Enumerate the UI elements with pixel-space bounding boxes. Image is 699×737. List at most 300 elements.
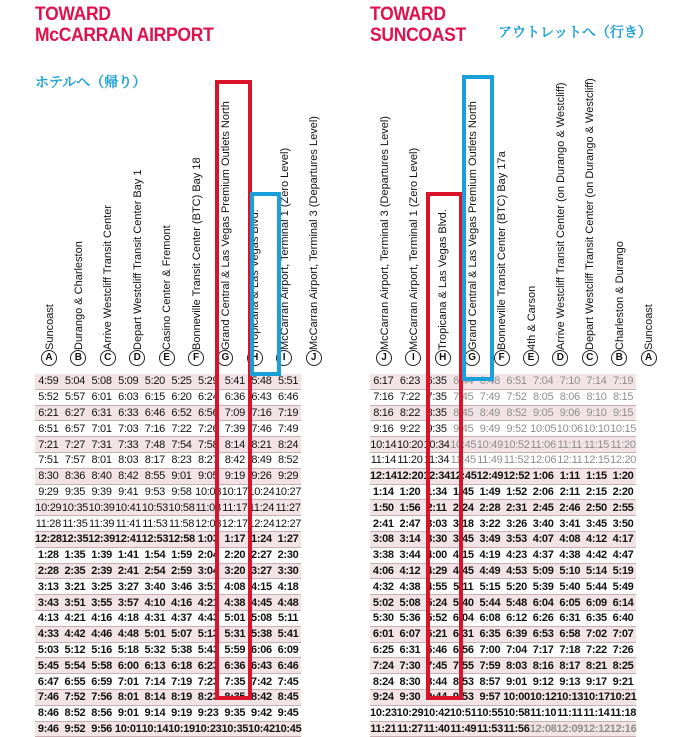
table-row xyxy=(370,421,636,437)
time-cell: 8:42 xyxy=(248,689,275,705)
table-row xyxy=(35,484,301,500)
time-cell: 8:24 xyxy=(370,674,397,690)
time-cell: 9:19 xyxy=(221,468,248,484)
time-cell: 1:14 xyxy=(370,484,397,500)
time-cell: 8:40 xyxy=(88,468,115,484)
time-cell: 10:06 xyxy=(556,422,583,435)
stop-name-d xyxy=(547,82,574,352)
stop-letter-badge: B xyxy=(70,350,86,366)
stop-name-a xyxy=(36,92,63,352)
stop-name-text: McCarran Airport, Terminal 3 (Departures Level) xyxy=(378,116,391,350)
time-cell: 4:19 xyxy=(477,547,504,563)
time-cell: 8:45 xyxy=(450,405,477,421)
stop-name-e xyxy=(154,92,181,352)
time-cell: 9:35 xyxy=(221,705,248,721)
table-row xyxy=(370,642,636,658)
time-cell: 6:46 xyxy=(275,389,302,405)
time-cell: 7:01 xyxy=(88,421,115,437)
time-cell: 3:20 xyxy=(221,563,248,579)
time-cell: 2:24 xyxy=(450,500,477,516)
time-cell: 10:21 xyxy=(609,691,637,704)
table-row xyxy=(35,579,301,595)
time-cell: 6:46 xyxy=(275,658,302,674)
stop-name-text: Durango & Charleston xyxy=(72,241,85,350)
time-cell: 12:16 xyxy=(609,722,637,735)
time-cell: 4:37 xyxy=(530,547,557,563)
time-cell: 2:35 xyxy=(62,563,89,579)
time-cell: 7:02 xyxy=(583,626,610,642)
time-cell: 7:59 xyxy=(477,658,504,674)
time-cell: 4:17 xyxy=(610,531,637,547)
time-cell: 3:44 xyxy=(397,547,424,563)
stop-letter-badge: A xyxy=(41,350,57,366)
time-cell: 4:32 xyxy=(370,579,397,595)
time-cell: 2:50 xyxy=(583,500,610,516)
timetable xyxy=(370,374,636,737)
time-cell: 8:42 xyxy=(221,452,248,468)
time-cell: 11:41 xyxy=(115,517,141,530)
time-cell: 3:03 xyxy=(423,516,450,532)
time-cell: 8:53 xyxy=(450,674,477,690)
table-row xyxy=(35,547,301,563)
time-cell: 1:17 xyxy=(221,531,248,547)
time-cell: 10:01 xyxy=(114,722,142,735)
stop-name-text: Tropicana & Las Vegas Blvd. xyxy=(249,209,262,350)
time-cell: 4:31 xyxy=(142,610,169,626)
time-cell: 4:21 xyxy=(62,610,89,626)
time-cell: 7:49 xyxy=(477,389,504,405)
stop-name-text: McCarran Airport, Terminal 1 (Zero Level) xyxy=(407,147,420,350)
table-row xyxy=(370,721,636,737)
time-cell: 5:43 xyxy=(195,642,222,658)
time-cell: 3:50 xyxy=(610,516,637,532)
stop-name-text: Bonneville Transit Center (BTC) Bay 18 xyxy=(190,157,203,350)
time-cell: 5:11 xyxy=(450,579,477,595)
time-cell: 5:57 xyxy=(62,389,89,405)
time-cell: 6:17 xyxy=(370,374,397,389)
highlight-box-red xyxy=(215,80,252,700)
time-cell: 6:44 xyxy=(450,374,477,389)
time-cell: 12:14 xyxy=(370,470,397,483)
time-cell: 8:05 xyxy=(530,389,557,405)
time-cell: 10:17 xyxy=(583,691,610,704)
time-cell: 6:57 xyxy=(62,421,89,437)
time-cell: 6:55 xyxy=(62,674,89,690)
time-cell: 10:51 xyxy=(449,707,477,720)
time-cell: 4:08 xyxy=(221,579,248,595)
time-cell: 10:42 xyxy=(423,707,450,720)
time-cell: 6:14 xyxy=(610,595,637,611)
time-cell: 11:58 xyxy=(168,517,195,530)
time-cell: 4:15 xyxy=(248,579,275,595)
table-row xyxy=(35,516,301,532)
time-cell: 5:32 xyxy=(142,642,169,658)
time-cell: 7:16 xyxy=(370,389,397,405)
table-row xyxy=(35,563,301,579)
title-line-1: TOWARD xyxy=(35,4,111,25)
time-cell: 4:06 xyxy=(370,563,397,579)
time-cell: 5:08 xyxy=(397,595,424,611)
time-cell: 11:49 xyxy=(450,722,477,735)
time-cell: 6:33 xyxy=(115,405,142,421)
time-cell: 2:31 xyxy=(503,500,530,516)
time-cell: 9:13 xyxy=(556,674,583,690)
time-cell: 5:08 xyxy=(248,610,275,626)
time-cell: 4:42 xyxy=(62,626,89,642)
time-cell: 6:35 xyxy=(583,610,610,626)
time-cell: 11:35 xyxy=(62,517,88,530)
stop-name-f xyxy=(183,92,210,352)
time-cell: 3:49 xyxy=(477,531,504,547)
time-cell: 6:06 xyxy=(248,642,275,658)
stop-letter-badge: F xyxy=(494,350,510,366)
time-cell: 12:35 xyxy=(61,533,89,546)
table-row xyxy=(370,563,636,579)
time-cell: 12:20 xyxy=(396,470,424,483)
timetable xyxy=(35,374,301,737)
table-row xyxy=(370,705,636,721)
time-cell: 7:42 xyxy=(248,674,275,690)
time-cell: 5:14 xyxy=(583,563,610,579)
table-row xyxy=(35,531,301,547)
time-cell: 11:52 xyxy=(503,454,530,467)
time-cell: 8:52 xyxy=(62,705,89,721)
table-row xyxy=(370,595,636,611)
table-row xyxy=(370,484,636,500)
time-cell: 7:46 xyxy=(248,421,275,437)
time-cell: 10:29 xyxy=(35,501,62,514)
time-cell: 6:46 xyxy=(423,642,450,658)
time-cell: 9:53 xyxy=(142,484,169,500)
stop-letter-badge: J xyxy=(306,350,322,366)
time-cell: 6:26 xyxy=(530,610,557,626)
stop-letter-badge: E xyxy=(159,350,175,366)
time-cell: 5:51 xyxy=(275,374,302,389)
time-cell: 7:48 xyxy=(142,437,169,453)
time-cell: 12:15 xyxy=(583,454,610,467)
time-cell: 8:49 xyxy=(477,405,504,421)
time-cell: 7:35 xyxy=(423,389,450,405)
time-cell: 4:13 xyxy=(35,610,62,626)
time-cell: 5:38 xyxy=(248,626,275,642)
time-cell: 1:27 xyxy=(275,531,302,547)
time-cell: 10:14 xyxy=(141,722,169,735)
time-cell: 6:47 xyxy=(35,674,62,690)
time-cell: 11:03 xyxy=(195,501,221,514)
time-cell: 1:35 xyxy=(62,547,89,563)
time-cell: 12:28 xyxy=(35,533,62,546)
time-cell: 12:17 xyxy=(221,517,248,530)
table-row xyxy=(370,658,636,674)
time-cell: 5:11 xyxy=(275,610,302,626)
time-cell: 3:13 xyxy=(35,579,62,595)
time-cell: 4:38 xyxy=(397,579,424,595)
time-cell: 2:55 xyxy=(610,500,637,516)
time-cell: 5:18 xyxy=(115,642,142,658)
time-cell: 4:08 xyxy=(556,531,583,547)
time-cell: 9:49 xyxy=(477,421,504,437)
time-cell: 3:38 xyxy=(370,547,397,563)
stop-name-text: Grand Central & Las Vegas Premium Outlets North xyxy=(219,101,232,350)
time-cell: 5:04 xyxy=(62,374,89,389)
time-cell: 11:40 xyxy=(423,722,450,735)
time-cell: 5:40 xyxy=(450,595,477,611)
time-cell: 7:22 xyxy=(583,642,610,658)
time-cell: 3:46 xyxy=(168,579,195,595)
time-cell: 10:55 xyxy=(476,707,504,720)
time-cell: 6:58 xyxy=(556,626,583,642)
time-cell: 1:28 xyxy=(35,547,62,563)
time-cell: 6:09 xyxy=(583,595,610,611)
time-cell: 2:11 xyxy=(423,500,450,516)
time-cell: 4:07 xyxy=(530,531,557,547)
time-cell: 8:23 xyxy=(168,452,195,468)
time-cell: 12:53 xyxy=(141,533,169,546)
time-cell: 9:57 xyxy=(477,689,504,705)
time-cell: 8:49 xyxy=(248,452,275,468)
time-cell: 8:24 xyxy=(275,437,302,453)
time-cell: 11:15 xyxy=(583,438,610,451)
table-row xyxy=(35,389,301,405)
time-cell: 10:45 xyxy=(450,438,477,451)
time-cell: 6:31 xyxy=(556,610,583,626)
time-cell: 8:01 xyxy=(88,452,115,468)
time-cell: 7:21 xyxy=(35,437,62,453)
time-cell: 1:11 xyxy=(556,468,583,484)
time-cell: 7:56 xyxy=(88,689,115,705)
time-cell: 6:05 xyxy=(556,595,583,611)
time-cell: 6:59 xyxy=(88,674,115,690)
time-cell: 7:57 xyxy=(62,452,89,468)
time-cell: 5:41 xyxy=(275,626,302,642)
time-cell: 5:52 xyxy=(35,389,62,405)
time-cell: 7:10 xyxy=(556,374,583,389)
time-cell: 7:27 xyxy=(62,437,89,453)
time-cell: 6:09 xyxy=(275,642,302,658)
time-cell: 5:58 xyxy=(88,658,115,674)
stop-name-text: 4th & Carson xyxy=(525,285,538,350)
time-cell: 3:40 xyxy=(142,579,169,595)
stop-letter-badge: D xyxy=(129,350,145,366)
time-cell: 12:03 xyxy=(195,517,222,530)
time-cell: 12:09 xyxy=(556,722,584,735)
time-cell: 11:11 xyxy=(557,438,582,451)
time-cell: 8:23 xyxy=(195,689,222,705)
time-cell: 9:29 xyxy=(35,484,62,500)
time-cell: 6:56 xyxy=(195,405,222,421)
time-cell: 3:41 xyxy=(556,516,583,532)
time-cell: 7:16 xyxy=(142,421,169,437)
time-cell: 12:24 xyxy=(248,517,275,530)
time-cell: 7:23 xyxy=(195,674,222,690)
time-cell: 7:17 xyxy=(530,642,557,658)
time-cell: 4:59 xyxy=(35,374,62,389)
stop-name-text: Depart Westcliff Transit Center (on Durango & Westcliff) xyxy=(584,78,597,350)
stop-name-c xyxy=(95,92,122,352)
time-cell: 4:55 xyxy=(423,579,450,595)
time-cell: 1:50 xyxy=(370,500,397,516)
time-cell: 6:13 xyxy=(142,658,169,674)
time-cell: 4:18 xyxy=(115,610,142,626)
time-cell: 10:58 xyxy=(503,707,530,720)
time-cell: 10:42 xyxy=(248,722,275,735)
stop-name-text: Suncoast xyxy=(43,304,56,350)
time-cell: 4:23 xyxy=(503,547,530,563)
table-row xyxy=(35,658,301,674)
time-cell: 7:54 xyxy=(168,437,195,453)
time-cell: 9:14 xyxy=(142,705,169,721)
time-cell: 10:34 xyxy=(423,438,450,451)
title-line-2: SUNCOAST xyxy=(370,25,466,46)
time-cell: 9:15 xyxy=(610,405,637,421)
time-cell: 12:58 xyxy=(168,533,195,546)
table-row xyxy=(370,547,636,563)
stop-letter-badge: B xyxy=(611,350,627,366)
time-cell: 3:21 xyxy=(62,579,89,595)
table-row xyxy=(35,705,301,721)
title-line-2: McCARRAN AIRPORT xyxy=(35,25,214,46)
time-cell: 2:27 xyxy=(248,547,275,563)
time-cell: 4:45 xyxy=(248,595,275,611)
time-cell: 5:13 xyxy=(195,626,222,642)
time-cell: 5:15 xyxy=(477,579,504,595)
time-cell: 11:56 xyxy=(503,722,530,735)
time-cell: 7:04 xyxy=(530,374,557,389)
time-cell: 6:53 xyxy=(530,626,557,642)
time-cell: 7:00 xyxy=(477,642,504,658)
time-cell: 3:18 xyxy=(450,516,477,532)
highlight-box-blue xyxy=(462,75,494,381)
time-cell: 4:12 xyxy=(583,531,610,547)
time-cell: 5:24 xyxy=(423,595,450,611)
table-row xyxy=(370,437,636,453)
stop-name-c xyxy=(577,78,604,352)
table-row xyxy=(370,500,636,516)
time-cell: 7:58 xyxy=(195,437,222,453)
time-cell: 3:27 xyxy=(248,563,275,579)
time-cell: 6:46 xyxy=(142,405,169,421)
time-cell: 7:09 xyxy=(221,405,248,421)
time-cell: 7:24 xyxy=(370,658,397,674)
time-cell: 7:14 xyxy=(142,674,169,690)
time-cell: 7:45 xyxy=(450,389,477,405)
time-cell: 9:45 xyxy=(275,705,302,721)
time-cell: 10:19 xyxy=(168,722,195,735)
time-cell: 8:56 xyxy=(88,705,115,721)
time-cell: 9:30 xyxy=(397,689,424,705)
table-row xyxy=(370,516,636,532)
time-cell: 5:36 xyxy=(397,610,424,626)
time-cell: 6:27 xyxy=(62,405,89,421)
stop-name-text: Tropicana & Las Vegas Blvd. xyxy=(437,209,450,350)
time-cell: 10:20 xyxy=(396,438,423,451)
time-cell: 10:12 xyxy=(529,691,557,704)
time-cell: 5:16 xyxy=(88,642,115,658)
time-cell: 3:53 xyxy=(503,531,530,547)
time-cell: 4:16 xyxy=(88,610,115,626)
time-cell: 8:10 xyxy=(583,389,610,405)
time-cell: 10:05 xyxy=(530,422,557,435)
time-cell: 8:14 xyxy=(221,437,248,453)
table-row xyxy=(35,374,301,389)
table-row xyxy=(35,421,301,437)
time-cell: 7:55 xyxy=(450,658,477,674)
time-cell: 6:35 xyxy=(423,374,450,389)
time-cell: 9:24 xyxy=(370,689,397,705)
time-cell: 7:19 xyxy=(168,674,195,690)
time-cell: 7:18 xyxy=(556,642,583,658)
time-cell: 11:53 xyxy=(476,722,503,735)
time-cell: 11:53 xyxy=(142,517,168,530)
time-cell: 7:39 xyxy=(221,421,248,437)
time-cell: 5:48 xyxy=(503,595,530,611)
time-cell: 9:23 xyxy=(195,705,222,721)
time-cell: 2:28 xyxy=(477,500,504,516)
time-cell: 3:55 xyxy=(88,595,115,611)
time-cell: 2:45 xyxy=(530,500,557,516)
time-cell: 6:04 xyxy=(530,595,557,611)
stop-letter-badge: I xyxy=(276,350,292,366)
time-cell: 11:21 xyxy=(370,722,397,735)
time-cell: 7:52 xyxy=(62,689,89,705)
stop-name-e xyxy=(518,92,545,352)
time-cell: 10:17 xyxy=(221,485,248,498)
time-cell: 9:29 xyxy=(275,468,302,484)
table-row xyxy=(370,610,636,626)
time-cell: 6:40 xyxy=(610,610,637,626)
time-cell: 5:02 xyxy=(370,595,397,611)
time-cell: 9:41 xyxy=(115,484,142,500)
time-cell: 1:52 xyxy=(503,484,530,500)
time-cell: 1:20 xyxy=(397,484,424,500)
time-cell: 9:45 xyxy=(450,421,477,437)
time-cell: 8:35 xyxy=(423,405,450,421)
time-cell: 2:54 xyxy=(142,563,169,579)
highlight-box-blue xyxy=(250,192,281,376)
time-cell: 10:10 xyxy=(583,422,610,435)
time-cell: 11:39 xyxy=(88,517,115,530)
stop-name-d xyxy=(124,92,151,352)
stop-name-i xyxy=(400,92,427,352)
time-cell: 12:52 xyxy=(503,470,530,483)
time-cell: 8:55 xyxy=(142,468,169,484)
time-cell: 5:41 xyxy=(221,374,248,389)
time-cell: 8:17 xyxy=(142,452,169,468)
time-cell: 8:46 xyxy=(35,705,62,721)
time-cell: 8:36 xyxy=(62,468,89,484)
stop-letter-badge: A xyxy=(641,350,657,366)
stop-name-text: Grand Central & Las Vegas Premium Outlets North xyxy=(466,101,479,350)
time-cell: 6:43 xyxy=(248,389,275,405)
time-cell: 7:19 xyxy=(610,374,637,389)
time-cell: 1:56 xyxy=(397,500,424,516)
table-row xyxy=(35,626,301,642)
table-row xyxy=(35,405,301,421)
time-cell: 2:59 xyxy=(168,563,195,579)
stop-letter-badge: F xyxy=(188,350,204,366)
time-cell: 6:21 xyxy=(35,405,62,421)
table-row xyxy=(35,674,301,690)
time-cell: 5:38 xyxy=(168,642,195,658)
time-cell: 2:41 xyxy=(115,563,142,579)
time-cell: 2:11 xyxy=(556,484,583,500)
time-cell: 4:33 xyxy=(35,626,62,642)
time-cell: 5:01 xyxy=(221,610,248,626)
time-cell: 9:56 xyxy=(88,721,115,737)
time-cell: 2:46 xyxy=(556,500,583,516)
time-cell: 9:16 xyxy=(370,421,397,437)
stop-name-b xyxy=(65,92,92,352)
